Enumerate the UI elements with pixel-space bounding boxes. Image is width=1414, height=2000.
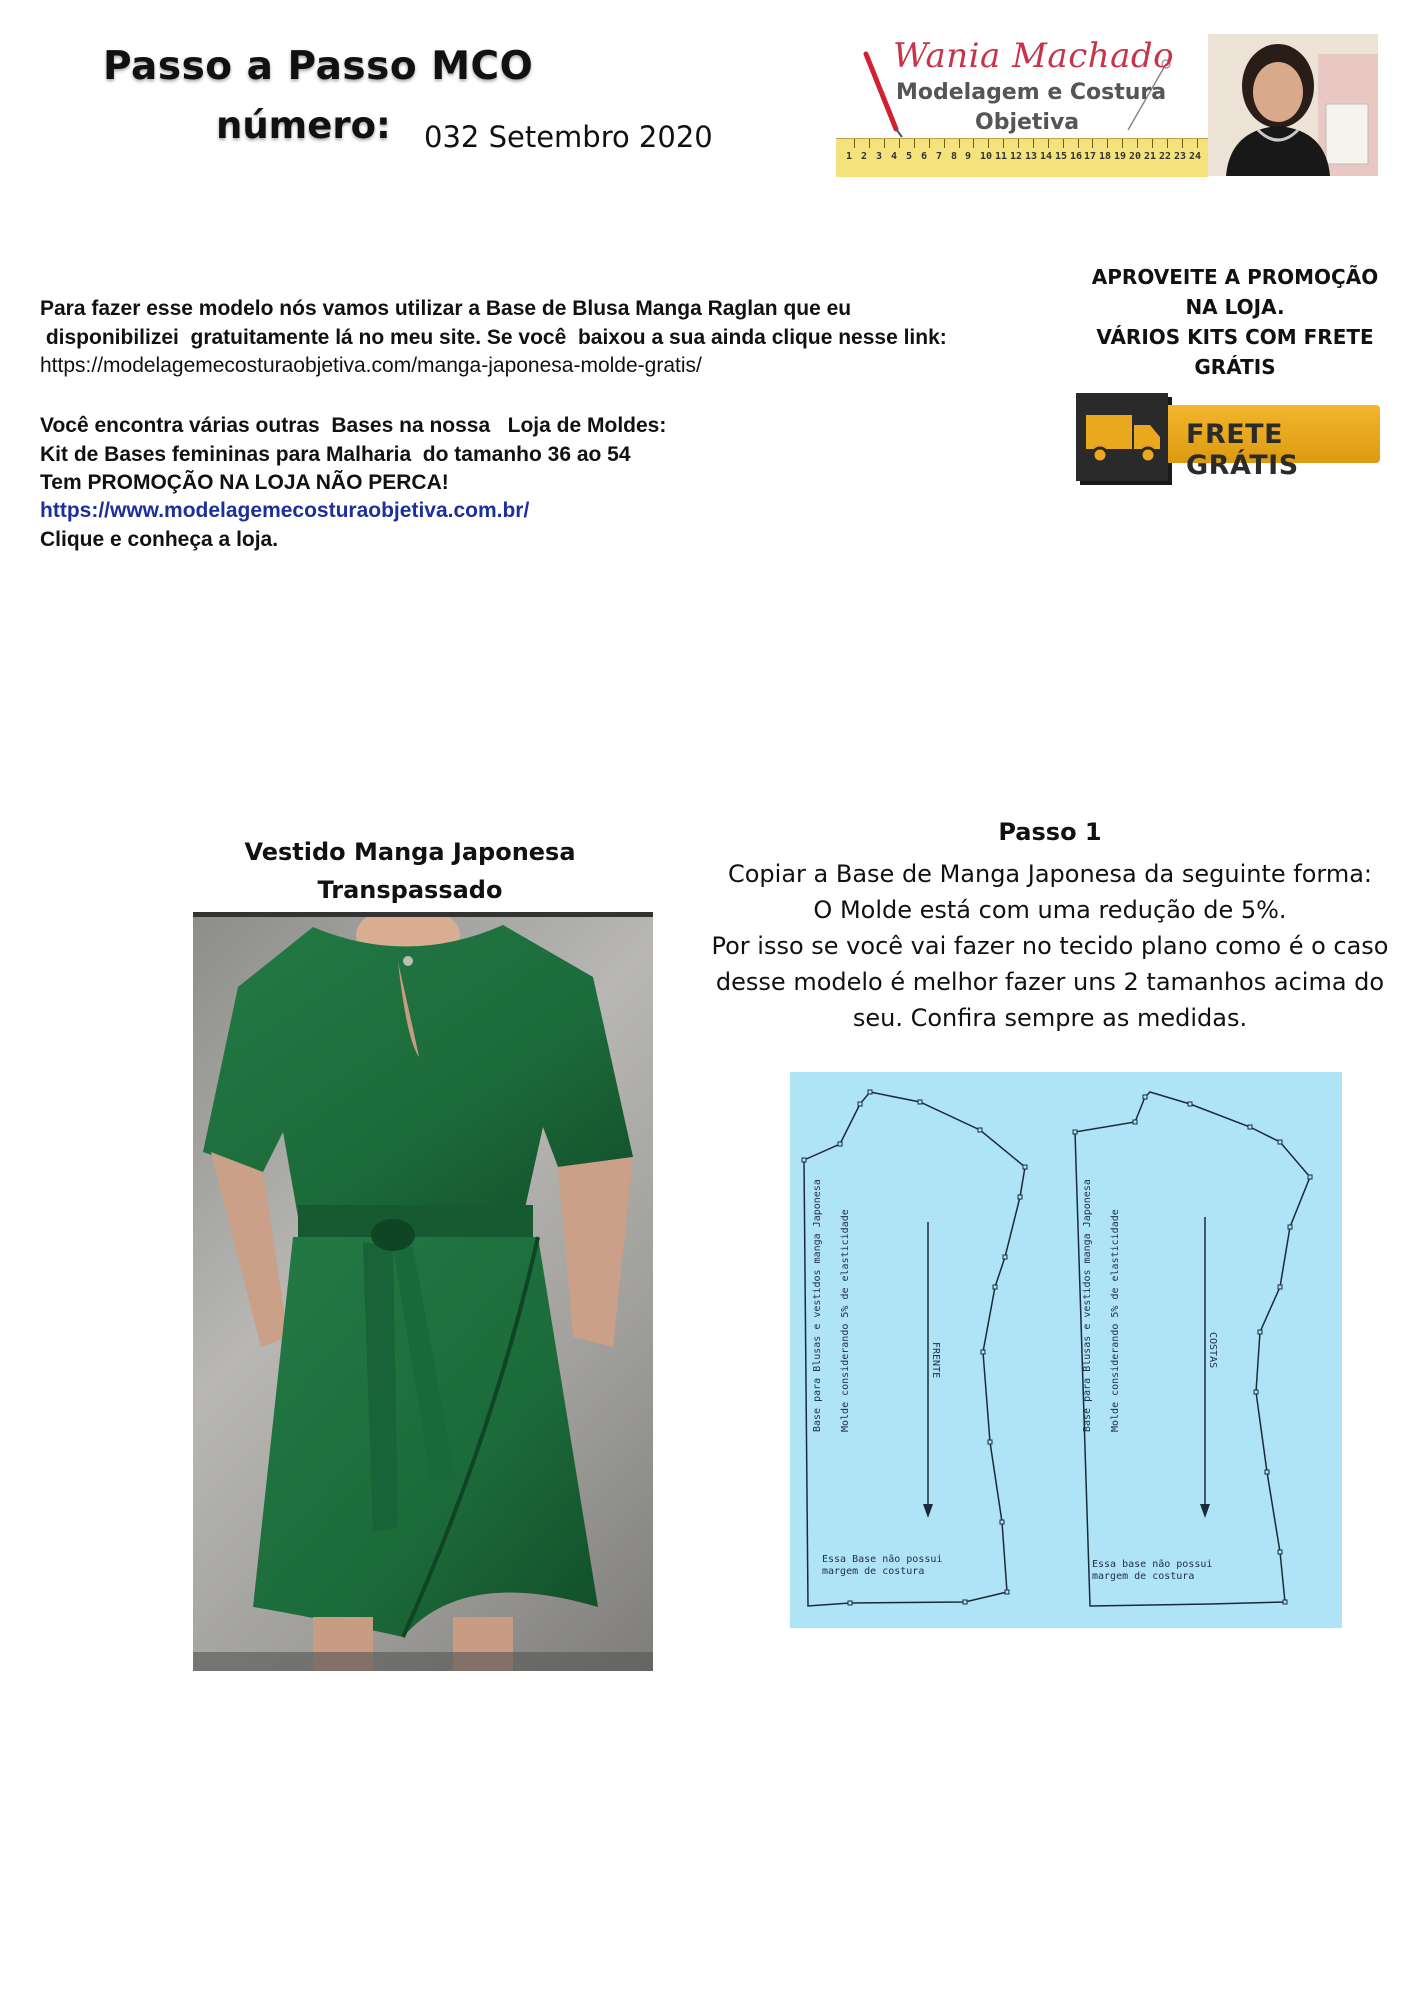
ruler-tick	[899, 139, 900, 148]
brand-tagline-2: Objetiva	[975, 110, 1080, 135]
front-grain-label: FRENTE	[930, 1342, 941, 1379]
ruler-tick	[1063, 139, 1064, 148]
ruler-tick	[1033, 139, 1034, 148]
ruler-tick	[1003, 139, 1004, 148]
ruler-tick	[1137, 139, 1138, 148]
ruler-tick	[884, 139, 885, 148]
pattern-diagram	[790, 1072, 1342, 1628]
ruler-number: 19	[1114, 151, 1127, 162]
ruler-number: 21	[1144, 151, 1157, 162]
promo-line: APROVEITE A PROMOÇÃO	[1091, 265, 1379, 289]
ruler-tick	[1182, 139, 1183, 148]
product-title-line: Transpassado	[317, 876, 503, 904]
promo-line: GRÁTIS	[1194, 355, 1276, 379]
ruler-number: 15	[1055, 151, 1068, 162]
author-photo	[1208, 34, 1378, 176]
page-title: Passo a Passo MCO	[103, 44, 534, 89]
ruler-number: 24	[1189, 151, 1202, 162]
front-note-line-1: Essa Base não possui	[822, 1554, 943, 1565]
store-line: Você encontra várias outras Bases na nossa Loja de Moldes:	[40, 414, 667, 437]
store-link[interactable]: https://www.modelagemecosturaobjetiva.com.br/	[40, 499, 530, 522]
back-note-line-1: Essa base não possui	[1092, 1559, 1213, 1570]
ruler-tick	[914, 139, 915, 148]
store-cta: Clique e conheça a loja.	[40, 528, 279, 551]
ruler-tick	[1048, 139, 1049, 148]
ruler-tick	[929, 139, 930, 148]
step-line: seu. Confira sempre as medidas.	[852, 1004, 1248, 1032]
truck-icon	[1076, 393, 1168, 481]
back-pattern-piece	[1073, 1092, 1312, 1606]
free-shipping-badge[interactable]	[1076, 393, 1380, 481]
back-vertical-text-1: Base para Blusas e vestidos manga Japonesa	[1082, 1179, 1093, 1432]
ruler-tick	[1197, 139, 1198, 148]
green-wrap-dress-image	[193, 917, 653, 1671]
front-vertical-text-1: Base para Blusas e vestidos manga Japonesa	[812, 1179, 823, 1432]
ruler-tick	[1018, 139, 1019, 148]
intro-line: Para fazer esse modelo nós vamos utilizar a Base de Blusa Manga Raglan que eu	[40, 297, 852, 320]
ruler-number: 13	[1025, 151, 1038, 162]
ruler-number: 11	[995, 151, 1008, 162]
issue-number: 032 Setembro 2020	[424, 120, 713, 154]
author-portrait-image	[1208, 34, 1378, 176]
promo-line: VÁRIOS KITS COM FRETE	[1096, 325, 1374, 349]
ruler-number: 23	[1174, 151, 1187, 162]
ruler-tick	[869, 139, 870, 148]
ruler-number: 2	[861, 151, 868, 162]
ruler-number: 14	[1040, 151, 1053, 162]
ruler-tick	[959, 139, 960, 148]
ruler-tick	[973, 139, 974, 148]
ruler-number: 4	[891, 151, 898, 162]
ruler-number: 20	[1129, 151, 1142, 162]
product-title	[195, 833, 625, 909]
ruler-tick	[1167, 139, 1168, 148]
sewing-pattern-drawing	[790, 1072, 1342, 1628]
promo-line: NA LOJA.	[1185, 295, 1285, 319]
ruler-number: 10	[980, 151, 993, 162]
step-line: Por isso se você vai fazer no tecido plano como é o caso	[711, 932, 1389, 960]
ruler-number: 1	[846, 151, 853, 162]
front-pattern-piece	[802, 1090, 1027, 1606]
ruler-tick	[854, 139, 855, 148]
back-note-line-2: margem de costura	[1092, 1571, 1195, 1582]
free-shipping-label: FRETE GRÁTIS	[1186, 419, 1299, 481]
promo-message	[1090, 262, 1380, 382]
ruler-tick	[1092, 139, 1093, 148]
ruler-number: 3	[876, 151, 883, 162]
ruler-number: 6	[921, 151, 928, 162]
ruler-number: 16	[1070, 151, 1083, 162]
ruler-number: 5	[906, 151, 913, 162]
front-vertical-text-2: Molde considerando 5% de elasticidade	[840, 1209, 851, 1432]
store-line: Tem PROMOÇÃO NA LOJA NÃO PERCA!	[40, 471, 449, 494]
brand-signature: Wania Machado	[893, 36, 1175, 76]
ruler-tick	[988, 139, 989, 148]
intro-line: disponibilizei gratuitamente lá no meu site. Se você baixou a sua ainda clique nesse link:	[40, 326, 947, 349]
issue-label: número:	[216, 104, 391, 147]
back-vertical-text-2: Molde considerando 5% de elasticidade	[1110, 1209, 1121, 1432]
ruler-tick	[1122, 139, 1123, 148]
back-grain-label: COSTAS	[1207, 1332, 1218, 1369]
dress-photo	[193, 912, 653, 1671]
ruler-number: 22	[1159, 151, 1172, 162]
step-title: Passo 1	[998, 818, 1102, 846]
ruler-tick	[1078, 139, 1079, 148]
ruler-tick	[944, 139, 945, 148]
ruler-number: 7	[936, 151, 943, 162]
ruler-tick	[1107, 139, 1108, 148]
step-instructions	[690, 856, 1410, 1036]
ruler-number: 12	[1010, 151, 1023, 162]
ruler-number: 17	[1084, 151, 1097, 162]
product-title-line: Vestido Manga Japonesa	[244, 838, 576, 866]
ruler-tick	[1152, 139, 1153, 148]
ruler-number: 9	[965, 151, 972, 162]
front-note-line-2: margem de costura	[822, 1566, 925, 1577]
store-line: Kit de Bases femininas para Malharia do tamanho 36 ao 54	[40, 443, 631, 466]
ruler-number: 18	[1099, 151, 1112, 162]
brand-tagline: Modelagem e Costura	[896, 80, 1167, 105]
step-line: desse modelo é melhor fazer uns 2 tamanhos acima do	[715, 968, 1385, 996]
step-line: O Molde está com uma redução de 5%.	[813, 896, 1287, 924]
measuring-tape-ruler	[836, 138, 1208, 177]
step-line: Copiar a Base de Manga Japonesa da seguinte forma:	[727, 860, 1372, 888]
manga-japonesa-link[interactable]: https://modelagemecosturaobjetiva.com/manga-japonesa-molde-gratis/	[40, 354, 702, 377]
ruler-number: 8	[951, 151, 958, 162]
